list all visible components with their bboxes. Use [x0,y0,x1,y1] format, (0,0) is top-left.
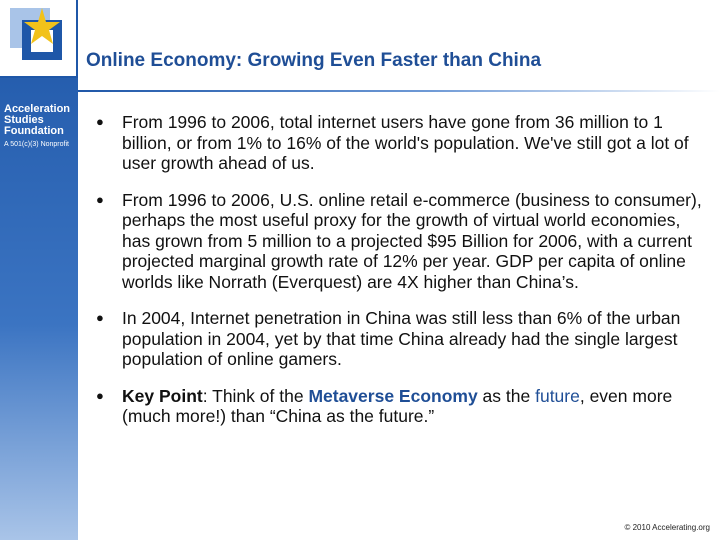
key-point-item [96,386,702,427]
sidebar [0,0,78,540]
bullet-item [96,308,702,370]
logo [0,0,78,78]
bullet-icon: ● [96,310,104,325]
bullet-item [96,112,702,174]
org-tagline: A 501(c)(3) Nonprofit [4,141,69,148]
bullet-item [96,190,702,293]
bullet-icon: ● [96,114,104,129]
bullet-text: From 1996 to 2006, U.S. online retail e-commerce (business to consumer), perhaps the most useful proxy for the growth of virtual world economies, has grown from 5 million to a projected $95 Billion for 2006, with a current projected marginal growth rate of 12% per year. GDP per capita of online worlds like Norrath (Everquest) are 4X higher than China’s. [122,189,702,292]
bullet-list [96,112,702,443]
key-point-highlight: Metaverse Economy [308,385,478,406]
bullet-text: From 1996 to 2006, total internet users have gone from 36 million to 1 billion, or from 1% to 16% of the world's population. We've still got a lot of user growth ahead of us. [122,112,689,173]
copyright-notice: © 2010 Accelerating.org [624,523,710,532]
key-point-text: , even more (much more!) than “China as the future.” [122,385,673,426]
bullet-icon: ● [96,191,104,207]
bullet-text: In 2004, Internet penetration in China was still less than 6% of the urban population in 2004, yet by that time China already had the single largest population of online gamers. [122,308,681,369]
key-point-future: future [535,385,580,406]
slide-title: Online Economy: Growing Even Faster than China [86,50,542,71]
org-name: Acceleration Studies Foundation [4,103,71,137]
bullet-icon: ● [96,387,104,403]
logo-emblem-icon [0,0,76,76]
header-divider [78,90,720,92]
key-point-text: : Think of the [202,385,309,406]
key-point-label: Key Point [122,385,203,406]
key-point-text: as the [477,385,536,406]
